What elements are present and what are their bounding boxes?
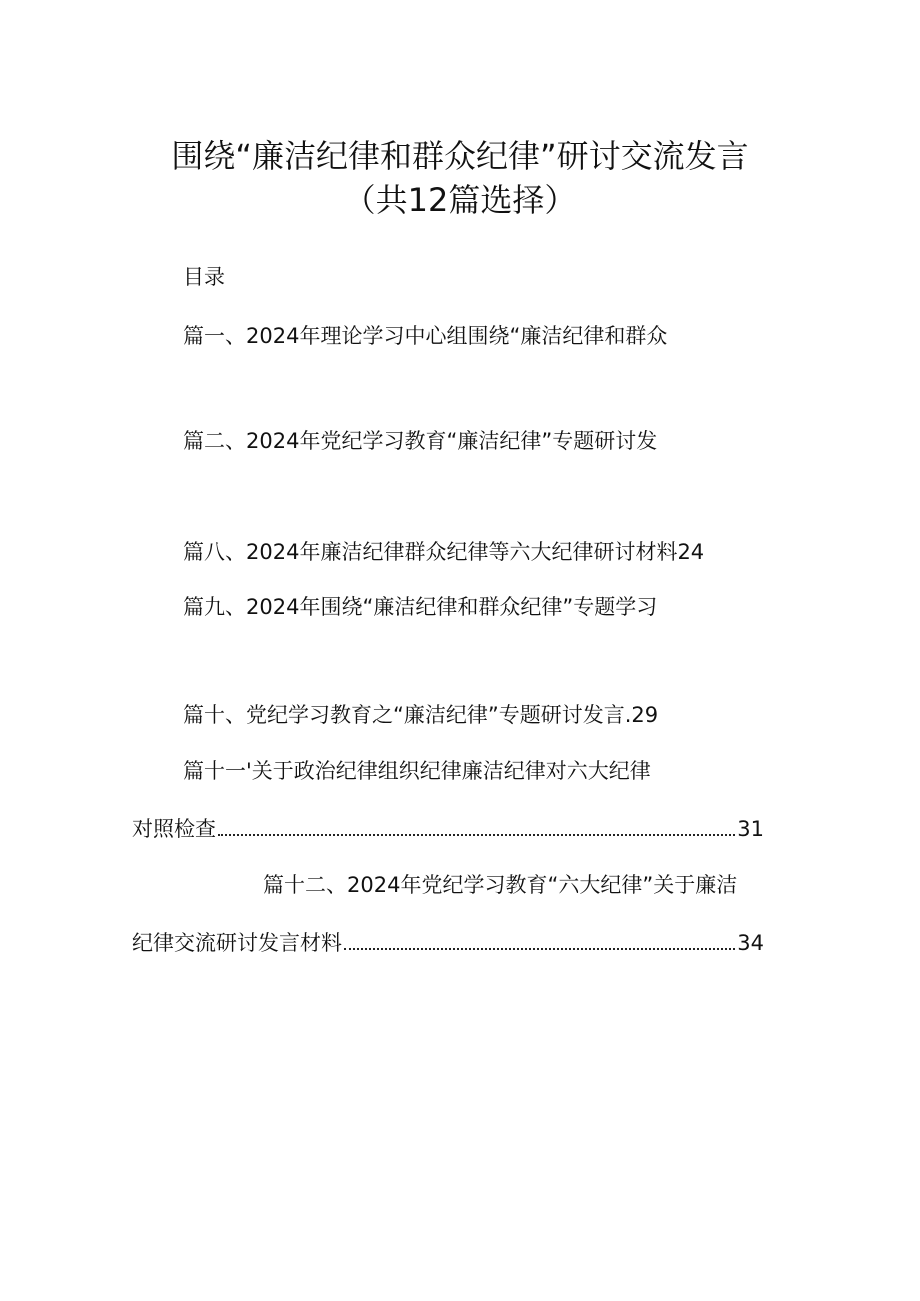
toc-heading: 目录 [183, 265, 225, 289]
toc-entry-8[interactable]: 篇八、2024年廉洁纪律群众纪律等六大纪律研讨材料24 [183, 540, 705, 564]
toc-entry-9[interactable]: 篇九、2024年围绕“廉洁纪律和群众纪律”专题学习 [183, 595, 658, 619]
toc-entry-12-page-number: 34 [737, 931, 764, 955]
toc-entry-2[interactable]: 篇二、2024年党纪学习教育“廉洁纪律”专题研讨发 [183, 429, 658, 453]
document-title: 围绕“廉洁纪律和群众纪律”研讨交流发言 [171, 137, 749, 175]
toc-entry-1[interactable]: 篇一、2024年理论学习中心组围绕“廉洁纪律和群众 [183, 324, 668, 348]
toc-entry-10[interactable]: 篇十、党纪学习教育之“廉洁纪律”专题研讨发言.29 [183, 703, 659, 727]
toc-entry-11[interactable]: 篇十一'关于政治纪律组织纪律廉洁纪律对六大纪律 [183, 759, 651, 783]
toc-entry-11-continuation[interactable] [132, 814, 764, 844]
toc-entry-11-page-number: 31 [737, 817, 764, 841]
toc-entry-11-continuation-text: 对照检查 [132, 817, 216, 841]
toc-entry-12[interactable]: 篇十二、2024年党纪学习教育“六大纪律”关于廉洁 [263, 873, 738, 897]
dot-leader [218, 834, 735, 836]
toc-entry-12-continuation[interactable] [132, 928, 764, 958]
toc-entry-12-continuation-text: 纪律交流研讨发言材料 [132, 931, 342, 955]
document-subtitle: （共12篇选择） [343, 181, 577, 219]
dot-leader [344, 948, 735, 950]
